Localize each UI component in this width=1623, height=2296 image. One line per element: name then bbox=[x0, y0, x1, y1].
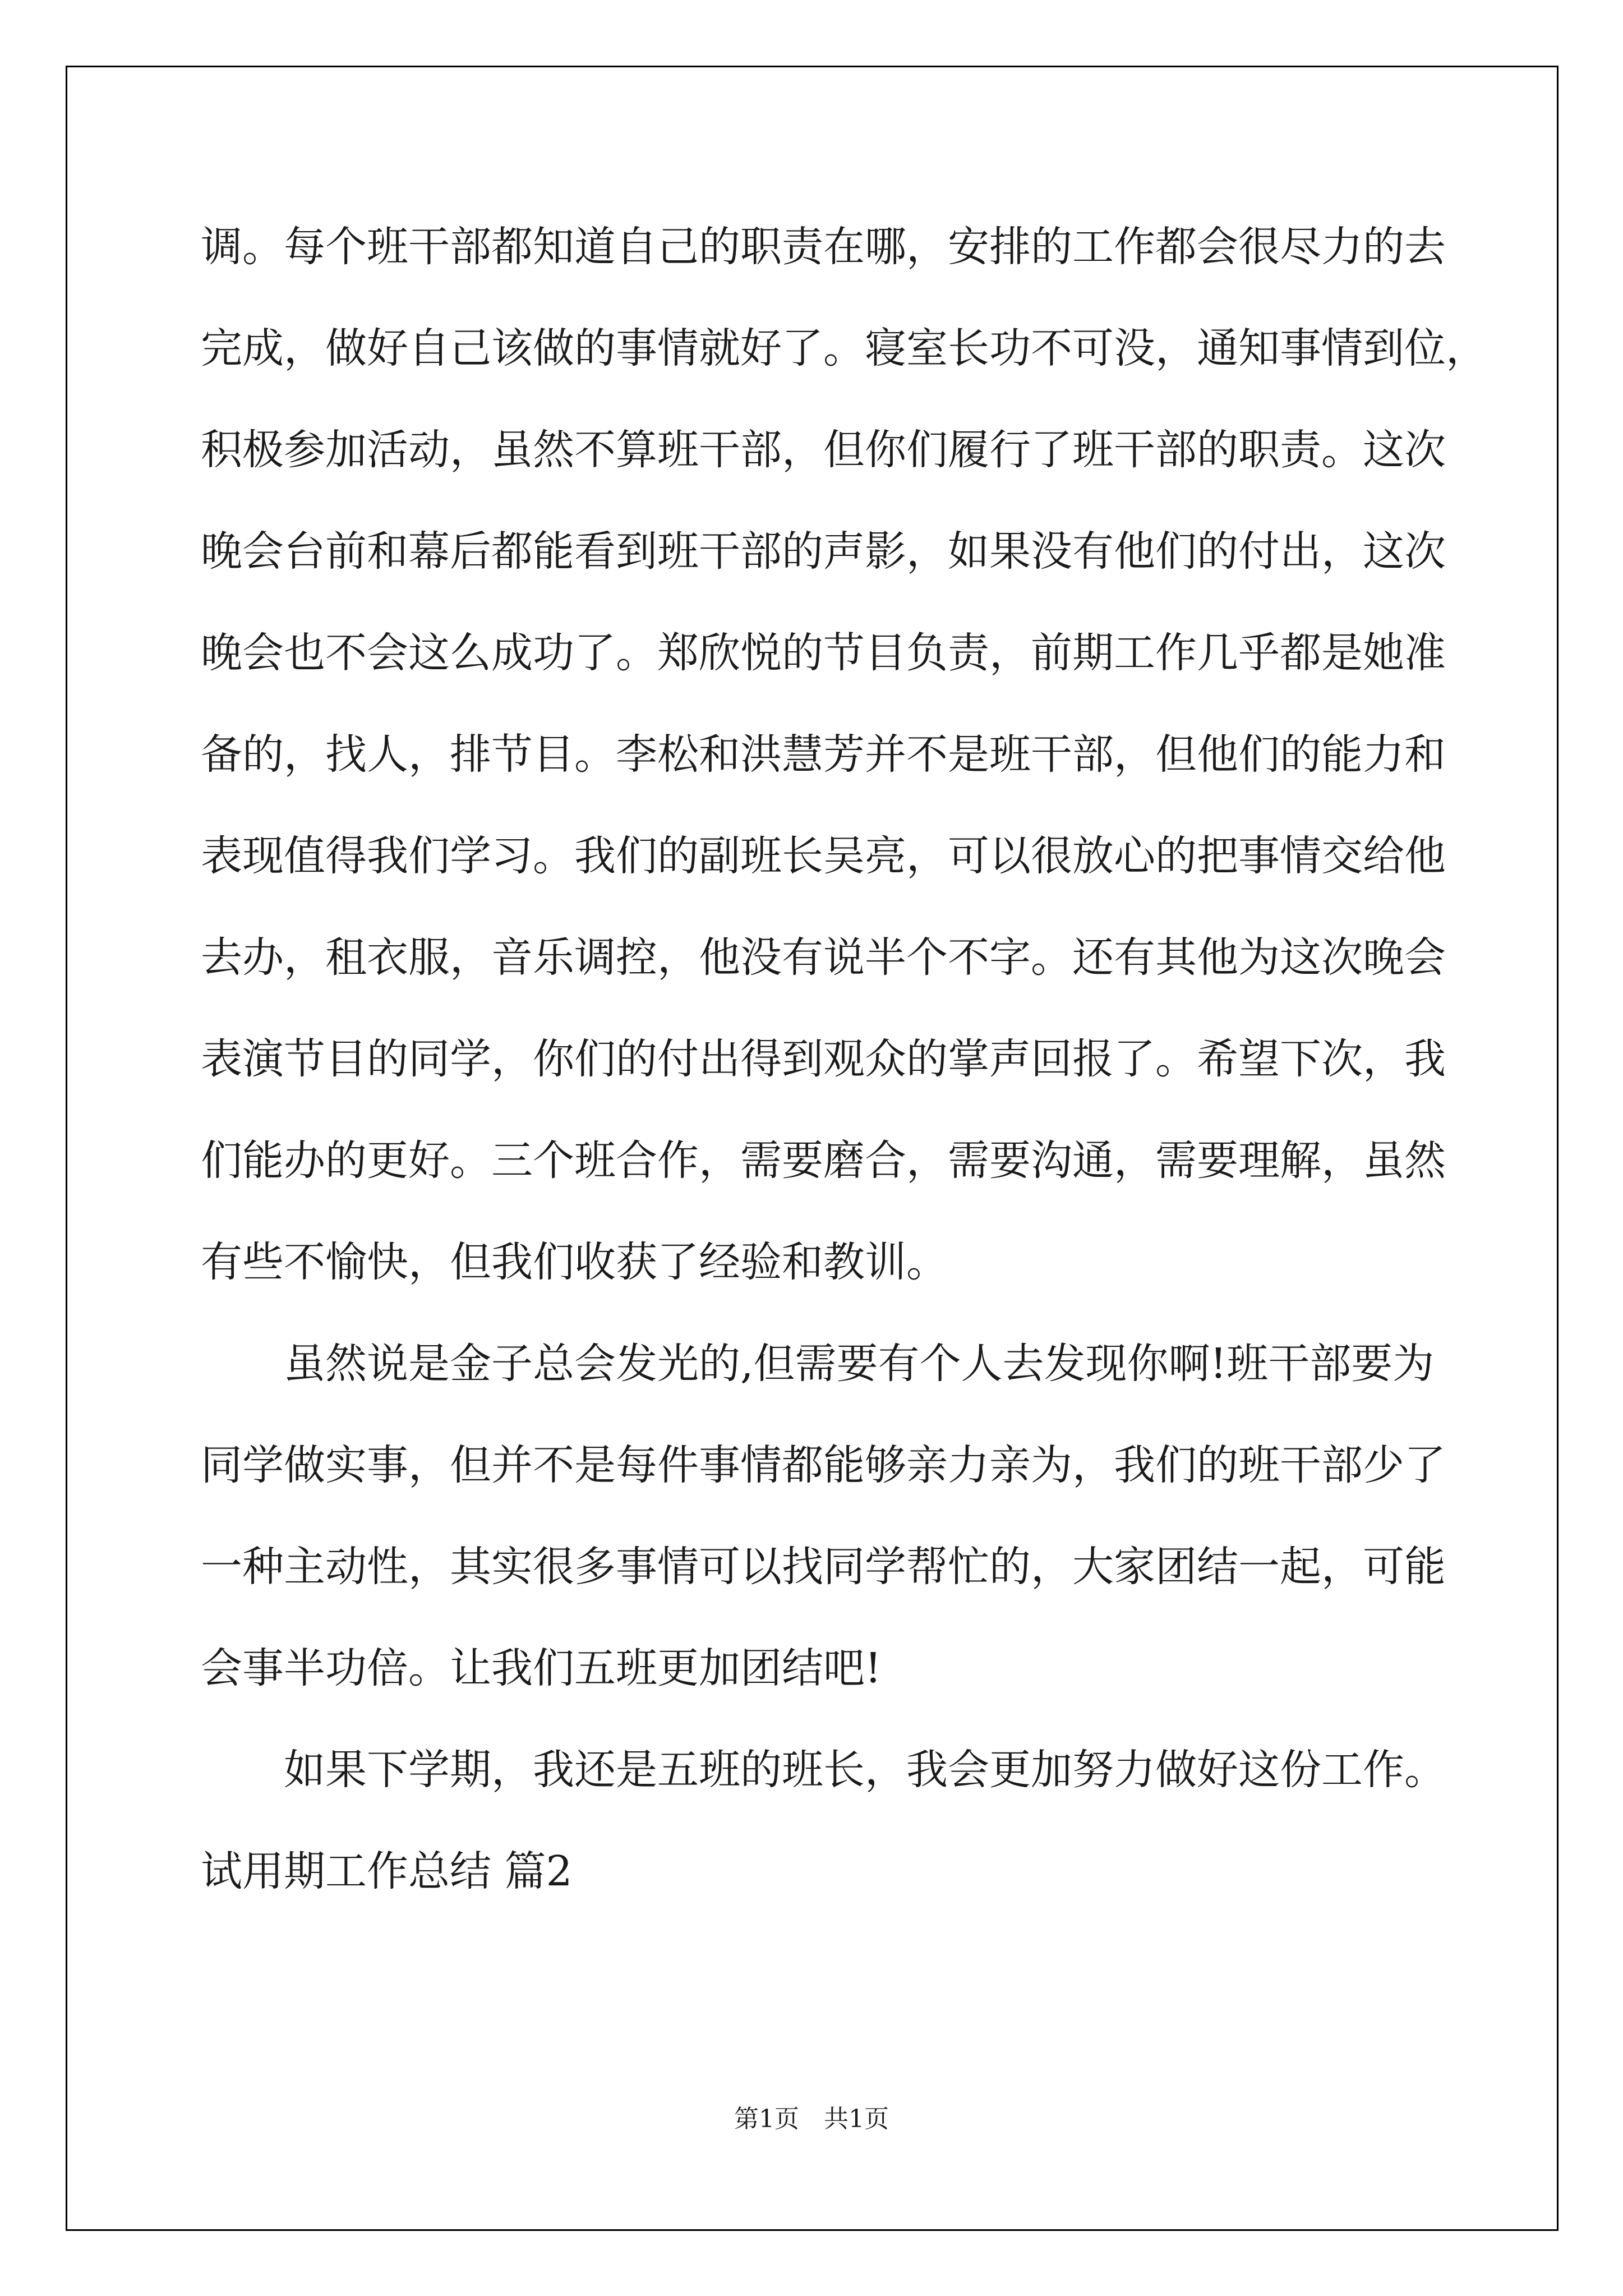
text-line: 有些不愉快，但我们收获了经验和教训。 bbox=[201, 1238, 948, 1286]
text-line: 们能办的更好。三个班合作，需要磨合，需要沟通，需要理解，虽然 bbox=[201, 1137, 1446, 1185]
document-body bbox=[201, 222, 1487, 1948]
text-line: 完成，做好自己该做的事情就好了。寝室长功不可没，通知事情到位， bbox=[201, 324, 1487, 372]
text-line: 去办，租衣服，音乐调控，他没有说半个不字。还有其他为这次晚会 bbox=[201, 933, 1446, 982]
text-line: 备的，找人，排节目。李松和洪慧芳并不是班干部，但他们的能力和 bbox=[201, 730, 1446, 779]
text-line: 表演节目的同学，你们的付出得到观众的掌声回报了。希望下次，我 bbox=[201, 1035, 1446, 1083]
section-heading: 试用期工作总结 篇2 bbox=[201, 1847, 573, 1895]
text-line: 晚会台前和幕后都能看到班干部的声影，如果没有他们的付出，这次 bbox=[201, 527, 1446, 576]
text-line: 积极参加活动，虽然不算班干部，但你们履行了班干部的职责。这次 bbox=[201, 426, 1446, 474]
text-line: 会事半功倍。让我们五班更加团结吧! bbox=[201, 1644, 882, 1692]
text-line: 同学做实事，但并不是每件事情都能够亲力亲为，我们的班干部少了 bbox=[201, 1441, 1446, 1489]
paragraph-start-line: 如果下学期，我还是五班的班长，我会更加努力做好这份工作。 bbox=[284, 1746, 1446, 1794]
paragraph-start-line: 虽然说是金子总会发光的,但需要有个人去发现你啊!班干部要为 bbox=[284, 1340, 1435, 1388]
text-line: 表现值得我们学习。我们的副班长吴亮，可以很放心的把事情交给他 bbox=[201, 832, 1446, 880]
text-line: 晚会也不会这么成功了。郑欣悦的节目负责，前期工作几乎都是她准 bbox=[201, 629, 1446, 677]
text-line: 调。每个班干部都知道自己的职责在哪，安排的工作都会很尽力的去 bbox=[201, 223, 1446, 271]
page-number-footer: 第1页 共1页 bbox=[734, 2105, 889, 2133]
text-line: 一种主动性，其实很多事情可以找同学帮忙的，大家团结一起，可能 bbox=[201, 1543, 1446, 1591]
